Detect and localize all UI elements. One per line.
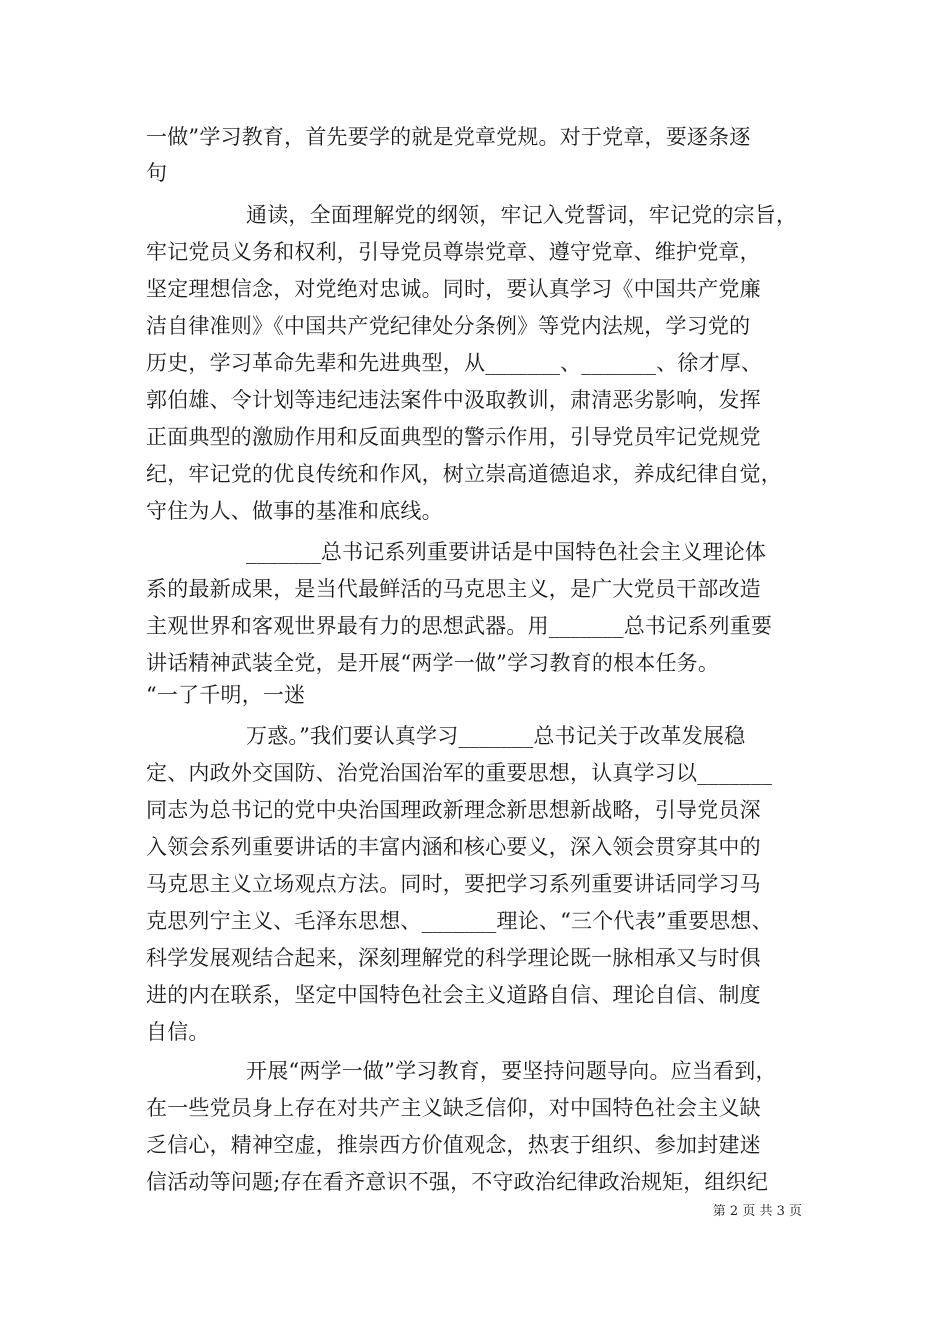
page-number-footer: 第 2 页 共 3 页 [712, 1204, 802, 1219]
paragraph-2-line-6: 郭伯雄、令计划等违纪违法案件中汲取教训，肃清恶劣影响，发挥 [146, 388, 761, 412]
paragraph-3-line-1: _______总书记系列重要讲话是中国特色社会主义理论体 [246, 540, 767, 564]
paragraph-3-line-3: 主观世界和客观世界最有力的思想武器。用_______总书记系列重要 [146, 614, 773, 638]
paragraph-2-line-4: 洁自律准则》《中国共产党纪律处分条例》等党内法规，学习党的 [146, 314, 751, 338]
paragraph-5-line-2: 在一些党员身上存在对共产主义缺乏信仰，对中国特色社会主义缺 [146, 1096, 761, 1120]
paragraph-3-line-5: “一了千明，一迷 [146, 683, 306, 707]
paragraph-4-line-7: 科学发展观结合起来，深刻理解党的科学理论既一脉相承又与时俱 [146, 946, 761, 970]
paragraph-5-line-4: 信活动等问题;存在看齐意识不强，不守政治纪律政治规矩，组织纪 [146, 1170, 769, 1194]
paragraph-3-line-2: 系的最新成果，是当代最鲜活的马克思主义，是广大党员干部改造 [146, 577, 761, 601]
paragraph-1-line-2: 句 [146, 161, 168, 185]
paragraph-2-line-1: 通读，全面理解党的纲领，牢记入党誓词，牢记党的宗旨， [246, 203, 798, 227]
paragraph-4-line-4: 入领会系列重要讲话的丰富内涵和核心要义，深入领会贯穿其中的 [146, 835, 761, 859]
paragraph-1-line-1: 一做”学习教育，首先要学的就是党章党规。对于党章，要逐条逐 [146, 125, 751, 149]
paragraph-2-line-9: 守住为人、做事的基准和底线。 [146, 499, 443, 523]
paragraph-4-line-8: 进的内在联系，坚定中国特色社会主义道路自信、理论自信、制度 [146, 983, 761, 1007]
paragraph-2-line-5: 历史，学习革命先辈和先进典型，从_______、_______、徐才厚、 [146, 351, 763, 375]
paragraph-3-line-4: 讲话精神武装全党，是开展“两学一做”学习教育的根本任务。 [146, 651, 720, 675]
paragraph-2-line-3: 坚定理想信念，对党绝对忠诚。同时，要认真学习《中国共产党廉 [146, 277, 761, 301]
paragraph-4-line-6: 克思列宁主义、毛泽东思想、_______理论、“三个代表”重要思想、 [146, 909, 773, 933]
paragraph-2-line-7: 正面典型的激励作用和反面典型的警示作用，引导党员牢记党规党 [146, 425, 761, 449]
paragraph-5-line-3: 乏信心，精神空虚，推崇西方价值观念，热衷于组织、参加封建迷 [146, 1133, 761, 1157]
paragraph-2-line-8: 纪，牢记党的优良传统和作风，树立崇高道德追求，养成纪律自觉， [146, 462, 782, 486]
paragraph-4-line-9: 自信。 [146, 1020, 210, 1044]
paragraph-4-line-1: 万惑。”我们要认真学习_______总书记关于改革发展稳 [246, 724, 746, 748]
paragraph-4-line-3: 同志为总书记的党中央治国理政新理念新思想新战略，引导党员深 [146, 798, 761, 822]
paragraph-5-line-1: 开展“两学一做”学习教育，要坚持问题导向。应当看到， [246, 1059, 777, 1083]
paragraph-4-line-5: 马克思主义立场观点方法。同时，要把学习系列重要讲话同学习马 [146, 872, 761, 896]
paragraph-4-line-2: 定、内政外交国防、治党治国治军的重要思想，认真学习以_______ [146, 761, 773, 785]
paragraph-2-line-2: 牢记党员义务和权利，引导党员尊崇党章、遵守党章、维护党章， [146, 240, 761, 264]
